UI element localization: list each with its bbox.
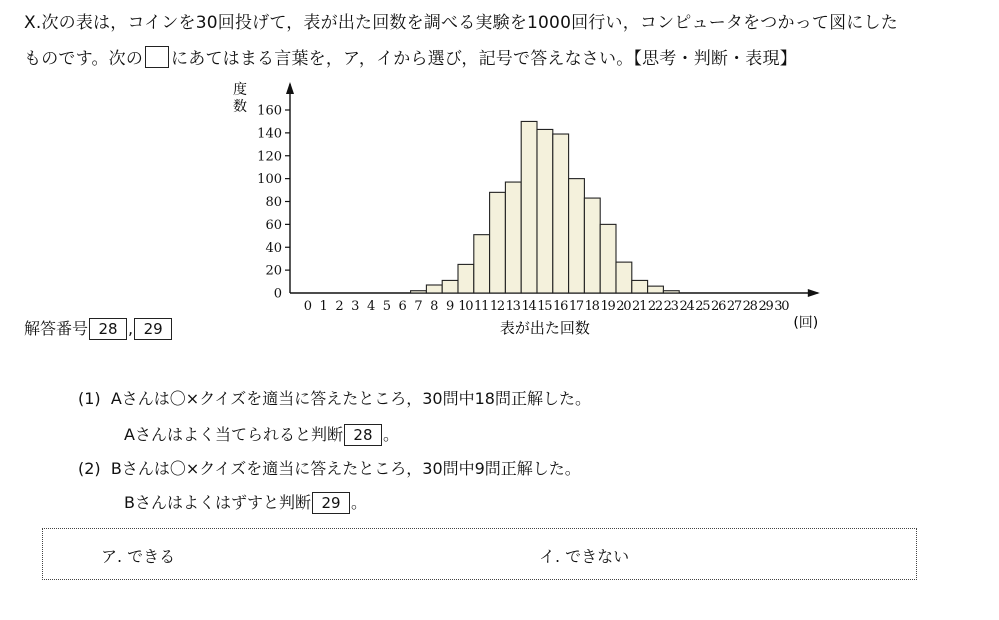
x-tick-label: 30	[774, 299, 790, 314]
x-axis-label: 表が出た回数	[499, 319, 590, 337]
x-axis-unit: (回)	[793, 315, 819, 331]
histogram-bar	[490, 192, 506, 293]
x-tick-label: 21	[632, 299, 648, 314]
sub-question-1-judgement	[124, 422, 399, 446]
y-tick-label: 80	[265, 195, 282, 210]
y-axis-label-char: 度	[233, 82, 247, 98]
x-tick-label: 27	[726, 299, 743, 314]
y-tick-label: 20	[265, 263, 282, 279]
question-line-2-start: ものです。次の	[24, 49, 144, 69]
x-tick-label: 0	[303, 299, 313, 314]
histogram-bar	[442, 280, 458, 293]
y-tick-label: 140	[257, 126, 282, 142]
sub-question-2-text: Bさんは〇×クイズを適当に答えたところ，30問中9問正解した。	[110, 459, 581, 478]
histogram-bar	[474, 235, 490, 293]
histogram-bar	[616, 262, 632, 293]
histogram-bar	[569, 179, 585, 293]
x-tick-label: 14	[521, 299, 537, 314]
sub-question-2-judgement-text: Bさんはよくはずすと判断	[124, 493, 311, 512]
sub-question-2-box: 29	[312, 492, 350, 514]
x-tick-label: 8	[430, 299, 439, 314]
x-tick-label: 11	[474, 299, 490, 314]
x-axis-arrow-icon	[808, 289, 820, 297]
x-tick-label: 6	[398, 299, 407, 314]
histogram-bar	[553, 134, 569, 293]
question-line-2	[24, 44, 797, 69]
x-tick-label: 7	[414, 299, 423, 314]
question-line-2-end: にあてはまる言葉を，ア，イから選び，記号で答えなさい。【思考・判断・表現】	[171, 49, 797, 69]
sub-question-2-judgement	[124, 490, 367, 514]
y-tick-label: 160	[257, 103, 282, 119]
x-tick-label: 4	[366, 299, 376, 314]
y-tick-label: 40	[265, 240, 282, 256]
answer-box-28: 28	[89, 318, 127, 340]
x-tick-label: 12	[489, 299, 506, 314]
x-tick-label: 20	[616, 299, 632, 314]
x-tick-label: 17	[568, 299, 585, 314]
x-tick-label: 28	[742, 299, 758, 314]
y-tick-label: 60	[265, 217, 282, 233]
sub-question-2-period: 。	[350, 493, 367, 512]
histogram-bar	[600, 224, 616, 293]
x-tick-label: 25	[695, 299, 711, 314]
answer-number-row	[24, 316, 173, 340]
histogram-bar	[521, 121, 537, 293]
sub-question-2-prefix: (2)	[78, 459, 101, 478]
x-tick-label: 15	[537, 299, 553, 314]
choice-a: ア. できる	[101, 547, 176, 566]
y-tick-label: 0	[273, 286, 282, 302]
x-tick-label: 9	[445, 299, 455, 314]
sub-question-1-prefix: (1)	[78, 389, 101, 408]
x-tick-label: 19	[600, 299, 616, 314]
sub-question-1-judgement-text: Aさんはよく当てられると判断	[124, 425, 343, 444]
y-tick-label: 100	[257, 172, 282, 188]
y-axis-arrow-icon	[286, 82, 294, 94]
histogram-chart	[228, 80, 819, 342]
x-tick-label: 2	[335, 299, 344, 314]
sub-question-1-box: 28	[344, 424, 382, 446]
x-tick-label: 22	[647, 299, 664, 314]
histogram-bar	[426, 285, 442, 293]
choice-i: イ. できない	[539, 547, 630, 566]
sub-question-1	[78, 386, 591, 409]
x-tick-label: 13	[505, 299, 521, 314]
histogram-bar	[663, 291, 679, 293]
x-tick-label: 10	[458, 299, 474, 314]
x-tick-label: 18	[584, 299, 600, 314]
x-tick-label: 5	[382, 299, 392, 314]
answer-number-label: 解答番号	[24, 319, 89, 338]
histogram-svg	[228, 80, 819, 342]
y-tick-label: 120	[257, 149, 282, 165]
x-tick-label: 24	[679, 299, 695, 314]
histogram-bar	[411, 291, 427, 293]
x-tick-label: 16	[553, 299, 569, 314]
question-line-1: Ⅹ.次の表は，コインを30回投げて，表が出た回数を調べる実験を1000回行い，コンピュータをつかって図にした	[24, 13, 898, 33]
sub-question-2	[78, 456, 581, 479]
y-axis-label-char: 数	[233, 99, 247, 115]
answer-box-29: 29	[134, 318, 172, 340]
histogram-bar	[632, 280, 648, 293]
x-tick-label: 1	[319, 299, 328, 314]
histogram-bar	[584, 198, 600, 293]
histogram-bar	[648, 286, 664, 293]
histogram-bar	[505, 182, 521, 293]
x-tick-label: 3	[351, 299, 360, 314]
x-tick-label: 23	[663, 299, 679, 314]
answer-separator: ,	[128, 319, 134, 338]
histogram-bar	[537, 129, 553, 293]
choices-box	[42, 528, 917, 580]
x-tick-label: 29	[758, 299, 774, 314]
x-tick-label: 26	[711, 299, 727, 314]
sub-question-1-text: Aさんは〇×クイズを適当に答えたところ，30問中18問正解した。	[110, 389, 591, 408]
sub-question-1-period: 。	[382, 425, 399, 444]
histogram-bar	[458, 264, 474, 293]
blank-box	[145, 46, 169, 68]
